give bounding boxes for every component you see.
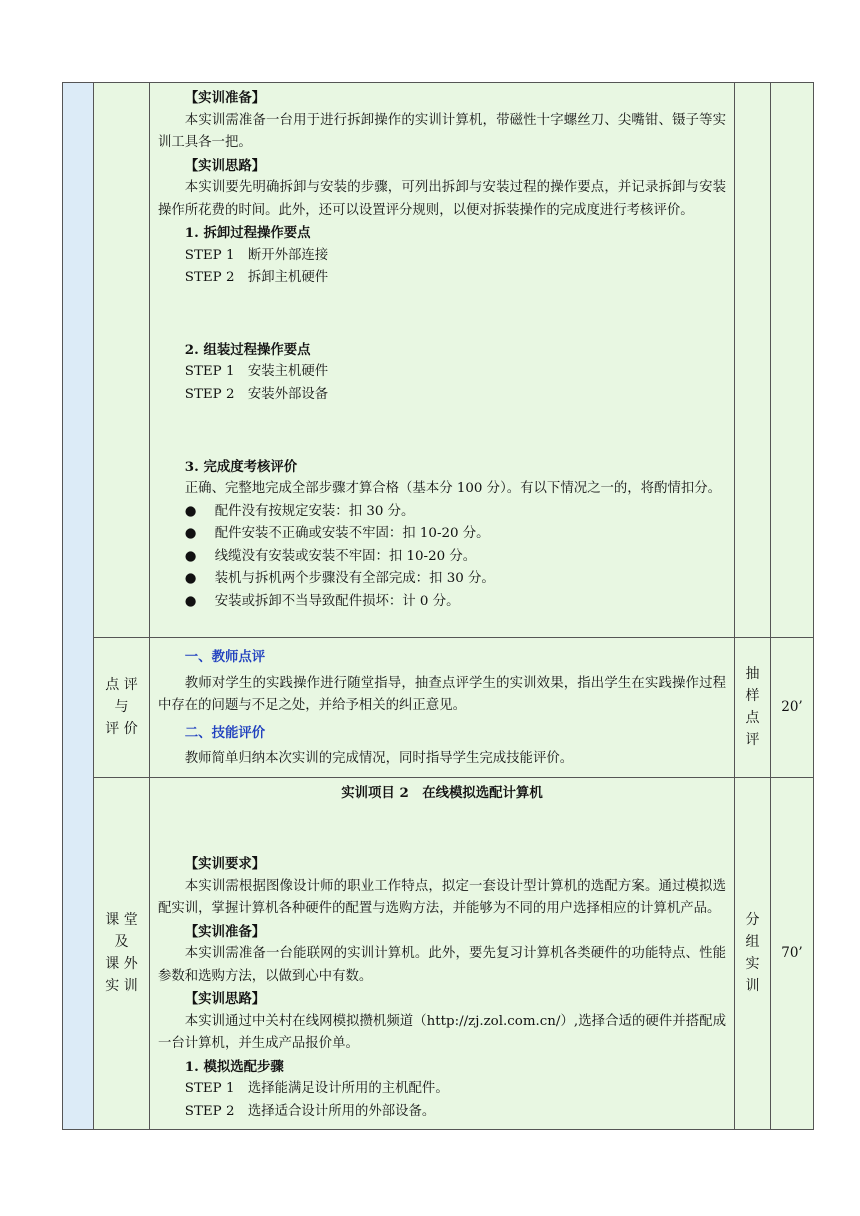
section-label-line: 课 外	[105, 956, 138, 973]
section-label-line: 实 训	[105, 978, 138, 995]
lesson-plan-table	[62, 82, 814, 1130]
teacher-review-text: 教师对学生的实践操作进行随堂指导，抽查点评学生的实训效果，指出学生在实践操作过程中存在的问题与不足之处，并给予相关的纠正意见。	[158, 675, 726, 713]
method-char: 分	[745, 912, 760, 929]
text-line: 本实训需准备一台用于进行拆卸操作的实训计算机，带磁性十字螺丝刀、尖嘴钳、镊子等实训工具各一把。	[158, 112, 726, 150]
blank-line	[158, 817, 726, 840]
method-char: 点	[745, 710, 760, 727]
bullet-icon: ●	[184, 593, 197, 609]
text-line: 正确、完整地完成全部步骤才算合格（基本分 100 分）。有以下情况之一的，将酌情扣分。	[184, 481, 722, 497]
blank-line	[158, 303, 726, 326]
section-label-cell	[94, 83, 150, 638]
bullet-text: 配件没有按规定安装：扣 30 分。	[214, 503, 415, 519]
text-line: 本实训需根据图像设计师的职业工作特点，拟定一套设计型计算机的选配方案。通过模拟选配实训，掌握计算机各种硬件的配置与选购方法，并能够为不同的用户选择相应的计算机产品。	[158, 878, 726, 917]
text-line: 3. 完成度考核评价	[184, 458, 298, 475]
content-cell	[150, 777, 735, 1130]
skill-evaluation-text: 教师简单归纳本次实训的完成情况，同时指导学生完成技能评价。	[184, 751, 574, 766]
text-line: STEP 2 选择适合设计所用的外部设备。	[184, 1103, 436, 1119]
table-row	[63, 83, 814, 638]
text-line: STEP 1 安装主机硬件	[184, 364, 329, 380]
text-line: 本实训需准备一台能联网的实训计算机。此外，要先复习计算机各类硬件的功能特点、性能参数和选购方法，以做到心中有数。	[158, 946, 726, 984]
bullet-item	[158, 591, 726, 614]
text-line: 【实训要求】	[184, 856, 266, 873]
bullet-text: 装机与拆机两个步骤没有全部完成：扣 30 分。	[214, 571, 495, 587]
section-label-line: 点 评	[105, 677, 138, 694]
method-char: 组	[745, 934, 760, 951]
bullet-item	[158, 568, 726, 591]
section-label-line: 课 堂	[105, 912, 138, 929]
bullet-text: 安装或拆卸不当导致配件损坏：计 0 分。	[214, 593, 460, 609]
bullet-icon: ●	[184, 526, 197, 542]
method-cell	[735, 777, 771, 1130]
text-line: 【实训思路】	[184, 157, 266, 174]
text-line: STEP 1 选择能满足设计所用的主机配件。	[184, 1081, 449, 1097]
method-char: 训	[745, 978, 760, 995]
text-line: 本实训要先明确拆卸与安装的步骤，可列出拆卸与安装过程的操作要点，并记录拆卸与安装操作所花费的时间。此外，还可以设置评分规则，以便对拆装操作的完成度进行考核评价。	[158, 180, 726, 218]
section-label-line: 评 价	[105, 721, 138, 738]
bullet-icon: ●	[184, 503, 197, 519]
practice-2-content	[150, 778, 734, 1130]
left-margin-column	[63, 83, 94, 1130]
bullet-item	[158, 523, 726, 546]
text-line: 本实训通过中关村在线网模拟攒机频道（http://zj.zol.com.cn/）,选择合适的硬件并搭配成一台计算机，并生成产品报价单。	[158, 1013, 726, 1052]
project-title: 实训项目 2 在线模拟选配计算机	[341, 784, 543, 801]
method-cell	[735, 83, 771, 638]
time-cell: 70’	[771, 777, 814, 1130]
bullet-text: 线缆没有安装或安装不牢固：扣 10-20 分。	[214, 548, 477, 564]
method-char: 实	[745, 956, 760, 973]
section-label-line: 及	[114, 934, 129, 951]
method-char: 评	[745, 732, 760, 749]
text-line: STEP 2 拆卸主机硬件	[184, 270, 329, 285]
text-line: 2. 组装过程操作要点	[184, 341, 311, 358]
text-line: 【实训准备】	[184, 90, 266, 106]
practice-1-content	[150, 83, 734, 619]
section-label-line: 与	[114, 699, 129, 716]
content-cell	[150, 638, 735, 778]
bullet-icon: ●	[184, 548, 197, 564]
text-line: STEP 1 断开外部连接	[184, 247, 329, 263]
section-label-cell	[94, 777, 150, 1130]
method-char: 样	[745, 688, 760, 705]
content-cell	[150, 83, 735, 638]
bullet-text: 配件安装不正确或安装不牢固：扣 10-20 分。	[214, 526, 490, 542]
text-line: 1. 拆卸过程操作要点	[184, 225, 311, 241]
bullet-item	[158, 501, 726, 524]
blank-line	[158, 420, 726, 443]
text-line: 【实训准备】	[184, 923, 266, 940]
skill-evaluation-heading: 二、技能评价	[184, 724, 266, 741]
teacher-review-heading: 一、教师点评	[184, 649, 266, 665]
method-cell	[735, 638, 771, 778]
review-content	[150, 638, 734, 777]
text-line: STEP 2 安装外部设备	[184, 386, 329, 402]
table-row	[63, 638, 814, 778]
time-cell	[771, 83, 814, 638]
section-label-cell	[94, 638, 150, 778]
table-row	[63, 777, 814, 1130]
bullet-item	[158, 546, 726, 569]
text-line: 1. 模拟选配步骤	[184, 1058, 284, 1075]
method-char: 抽	[745, 666, 760, 683]
bullet-icon: ●	[184, 571, 197, 587]
text-line: 【实训思路】	[184, 991, 266, 1008]
time-cell: 20’	[771, 638, 814, 778]
